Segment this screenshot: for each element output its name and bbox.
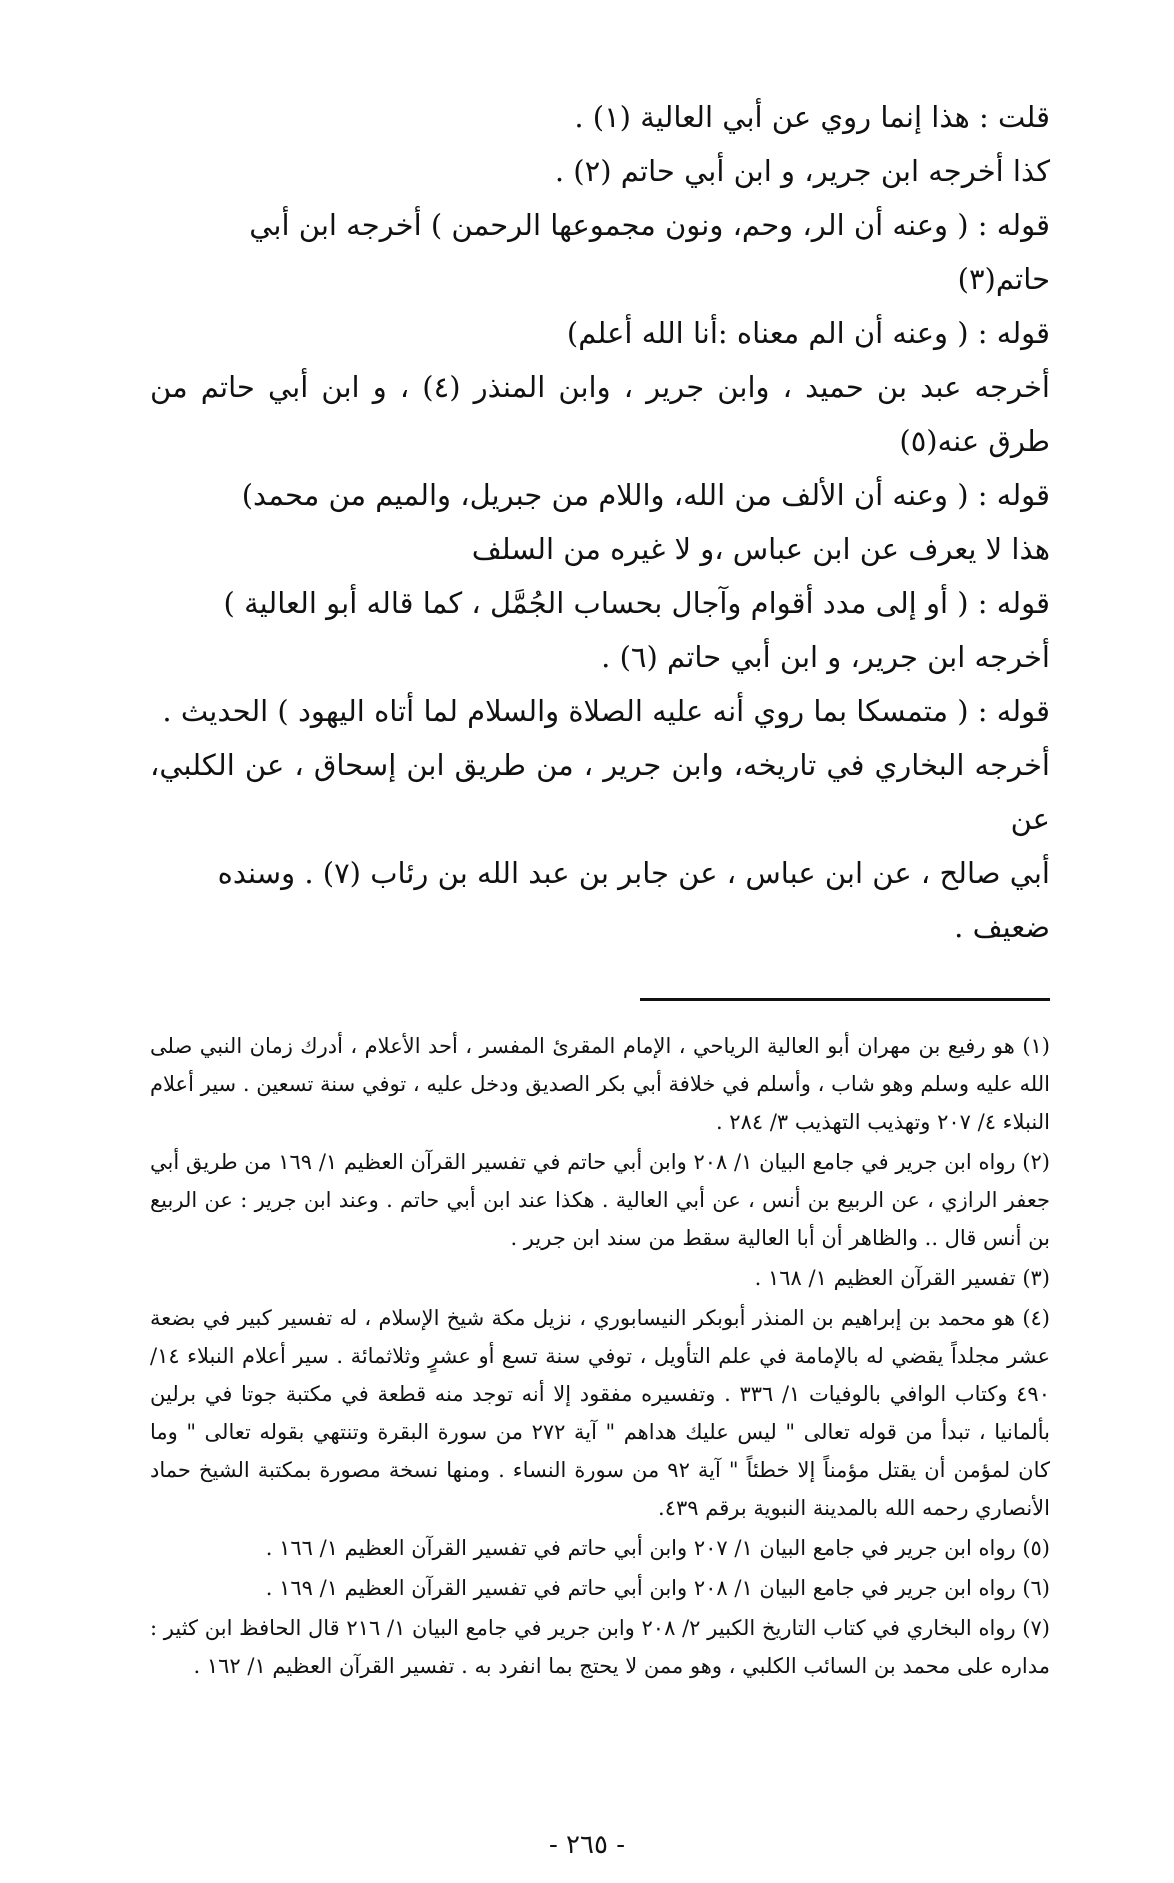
main-line: قوله : ( وعنه أن الر، وحم، ونون مجموعها الرحمن ) أخرجه ابن أبي حاتم(٣) xyxy=(249,208,1050,296)
footnote-5: (٥) رواه ابن جرير في جامع البيان ١/ ٢٠٧ وابن أبي حاتم في تفسير القرآن العظيم ١/ ١٦٦ . xyxy=(265,1536,1050,1560)
footnote-6: (٦) رواه ابن جرير في جامع البيان ١/ ٢٠٨ وابن أبي حاتم في تفسير القرآن العظيم ١/ ١٦٩ . xyxy=(265,1576,1050,1600)
footnote-1: (١) هو رفيع بن مهران أبو العالية الرياحي ، الإمام المقرئ المفسر ، أحد الأعلام ، أدرك زمان النبي صلى الله عليه وسلم وهو شاب ، وأسلم في خلافة أبي بكر الصديق ودخل عليه ، توفي سنة تسعين . سير أعلام النبلاء ٤/ ٢٠٧ وتهذيب التهذيب ٣/ ٢٨٤ . xyxy=(150,1034,1050,1134)
main-line: طرق عنه(٥) xyxy=(899,424,1050,458)
main-line: قوله : ( أو إلى مدد أقوام وآجال بحساب الجُمَّل ، كما قاله أبو العالية ) xyxy=(223,586,1050,620)
main-line: قوله : ( وعنه أن الألف من الله، واللام من جبريل، والميم من محمد) xyxy=(241,478,1050,512)
main-line: أخرجه البخاري في تاريخه، وابن جرير ، من طريق ابن إسحاق ، عن الكلبي، عن xyxy=(150,748,1050,836)
main-text xyxy=(150,90,1050,954)
footnote-4: (٤) هو محمد بن إبراهيم بن المنذر أبوبكر النيسابوري ، نزيل مكة شيخ الإسلام ، له تفسير كبير في بضعة عشر مجلداً يقضي له بالإمامة في علم التأويل ، توفي سنة تسع أو عشرٍ وثلاثمائة . سير أعلام النبلاء ١٤/ ٤٩٠ وكتاب الوافي بالوفيات ١/ ٣٣٦ . وتفسيره مفقود إلا أنه توجد منه قطعة في مكتبة جوتا في برلين بألمانيا ، تبدأ من قوله تعالى " ليس عليك هداهم " آية ٢٧٢ من سورة البقرة وتنتهي بقوله تعالى " وما كان لمؤمن أن يقتل مؤمناً إلا خطئاً " آية ٩٢ من سورة النساء . ومنها نسخة مصورة بمكتبة الشيخ حماد الأنصاري رحمه الله بالمدينة النبوية برقم ٤٣٩. xyxy=(150,1306,1051,1520)
main-line: كذا أخرجه ابن جرير، و ابن أبي حاتم (٢) . xyxy=(554,154,1050,188)
footnote-7: (٧) رواه البخاري في كتاب التاريخ الكبير ٢/ ٢٠٨ وابن جرير في جامع البيان ١/ ٢١٦ قال الحافظ ابن كثير : مداره على محمد بن السائب الكلبي ، وهو ممن لا يحتج بما انفرد به . تفسير القرآن العظيم ١/ ١٦٢ . xyxy=(150,1616,1050,1678)
main-line: أخرجه عبد بن حميد ، وابن جرير ، وابن المنذر (٤) ، و ابن أبي حاتم من xyxy=(150,370,1050,404)
main-line: هذا لا يعرف عن ابن عباس ،و لا غيره من السلف xyxy=(471,532,1050,566)
footnotes xyxy=(150,1027,1050,1685)
page-number: - ٢٦٥ - xyxy=(548,1830,626,1860)
main-line: أخرجه ابن جرير، و ابن أبي حاتم (٦) . xyxy=(601,640,1050,674)
main-line: أبي صالح ، عن ابن عباس ، عن جابر بن عبد الله بن رئاب (٧) . وسنده ضعيف . xyxy=(217,856,1050,944)
footnote-divider xyxy=(640,998,1050,1001)
main-line: قوله : ( متمسكا بما روي أنه عليه الصلاة والسلام لما أتاه اليهود ) الحديث . xyxy=(162,694,1050,728)
footnote-2: (٢) رواه ابن جرير في جامع البيان ١/ ٢٠٨ وابن أبي حاتم في تفسير القرآن العظيم ١/ ١٦٩ من طريق أبي جعفر الرازي ، عن الربيع بن أنس ، عن أبي العالية . هكذا عند ابن أبي حاتم . وعند ابن جرير : عن الربيع بن أنس قال .. والظاهر أن أبا العالية سقط من سند ابن جرير . xyxy=(150,1150,1050,1250)
main-line: قلت : هذا إنما روي عن أبي العالية (١) . xyxy=(574,100,1050,134)
footnote-3: (٣) تفسير القرآن العظيم ١/ ١٦٨ . xyxy=(754,1266,1050,1290)
page-content xyxy=(150,90,1050,1687)
main-line: قوله : ( وعنه أن الم معناه :أنا الله أعلم) xyxy=(566,316,1050,350)
